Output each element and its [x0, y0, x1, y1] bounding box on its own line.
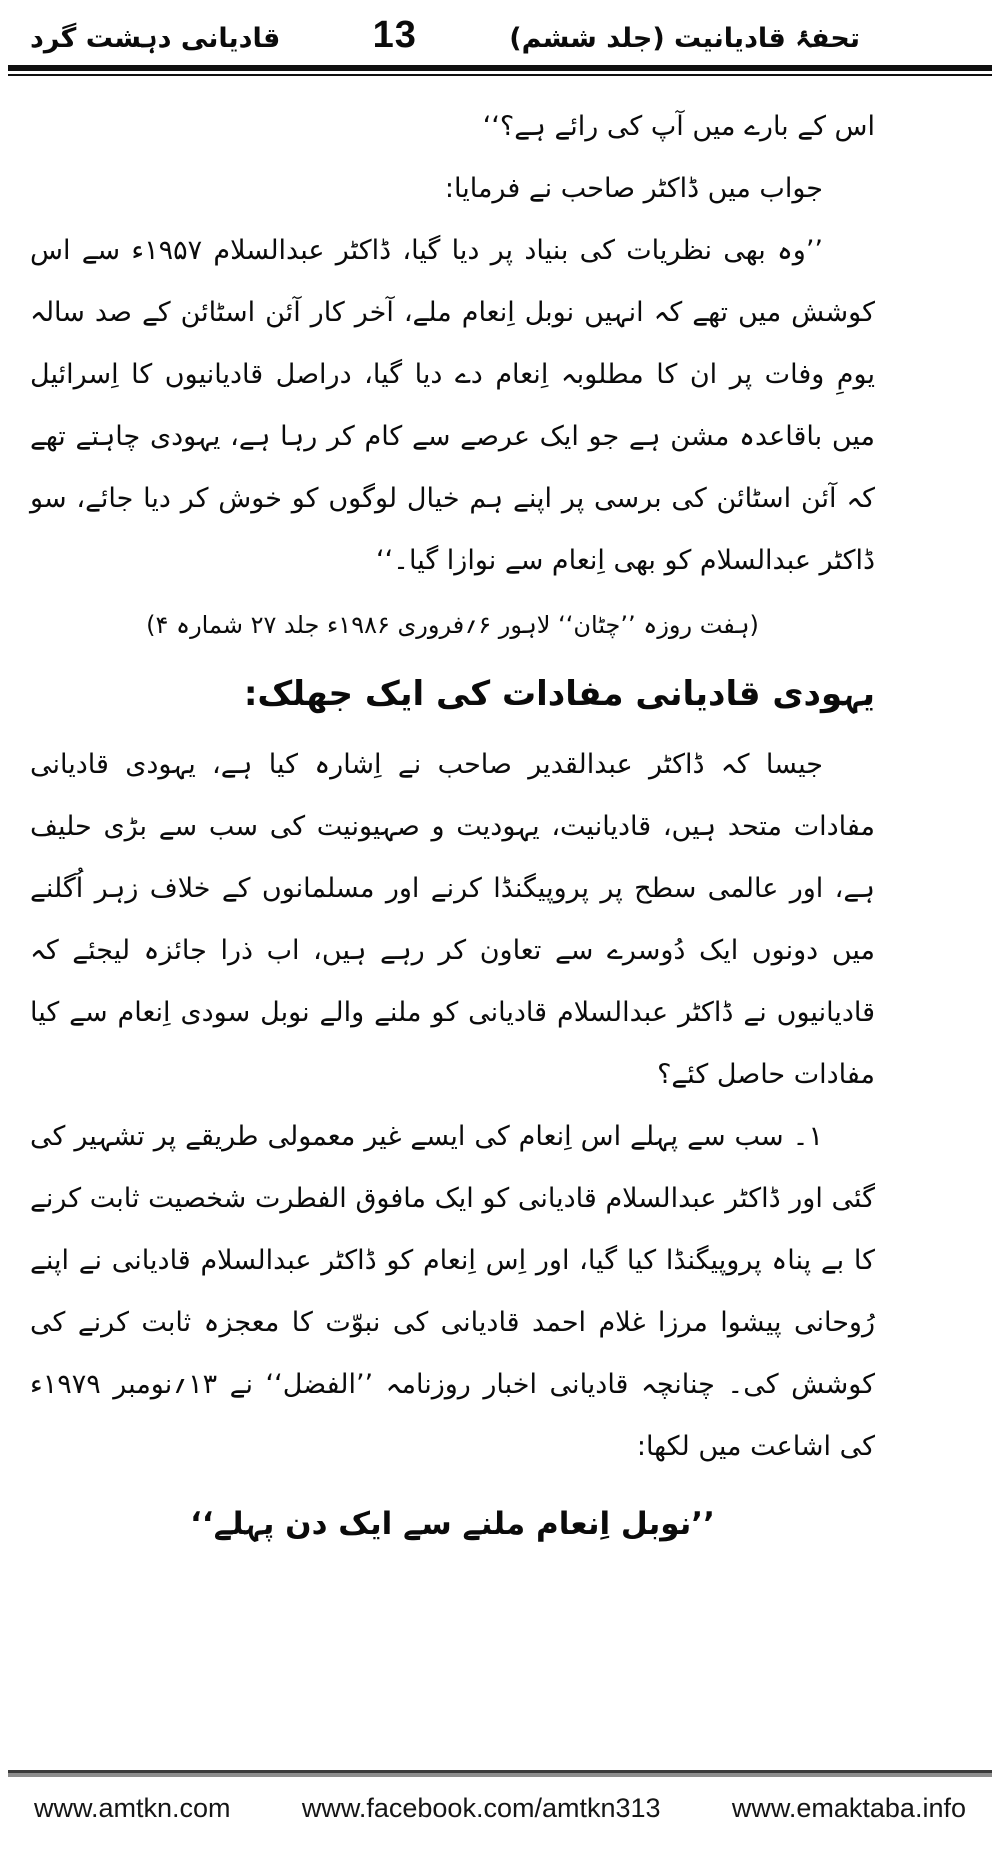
quotation-block: ’’وہ بھی نظریات کی بنیاد پر دیا گیا، ڈاکٹر عبدالسلام ۱۹۵۷ء سے اس کوشش میں تھے کہ انہیں نوبل اِنعام ملے، آخر کار آئن اسٹائن کے صد سالہ یومِ وفات پر ان کا مطلوبہ اِنعام دے دیا گیا، دراصل قادیانیوں کا اِسرائیل میں باقاعدہ مشن ہے جو ایک عرصے سے کام کر رہا ہے، یہودی چاہتے تھے کہ آئن اسٹائن کی برسی پر اپنے ہم خیال لوگوں کو خوش کر دیا جائے، سو ڈاکٹر عبدالسلام کو بھی اِنعام سے نوازا گیا۔‘‘: [30, 235, 875, 576]
page-number: 13: [372, 14, 417, 56]
paragraph: جیسا کہ ڈاکٹر عبدالقدیر صاحب نے اِشارہ کیا ہے، یہودی قادیانی مفادات متحد ہیں، قادیانیت، یہودیت و صہیونیت کی سب سے بڑی حلیف ہے، اور عالمی سطح پر پروپیگنڈا کرنے اور مسلمانوں کے خلاف زہر اُگلنے میں دونوں ایک دُوسرے سے تعاون کر رہے ہیں، اب ذرا جائزہ لیجئے کہ قادیانیوں نے ڈاکٹر عبدالسلام قادیانی کو ملنے والے نوبل سودی اِنعام سے کیا مفادات حاصل کئے؟: [30, 749, 875, 1090]
header-divider: [8, 65, 992, 76]
paragraph: جواب میں ڈاکٹر صاحب نے فرمایا:: [444, 173, 823, 204]
quoted-headline: ’’نوبل اِنعام ملنے سے ایک دن پہلے‘‘: [190, 1506, 715, 1542]
page-footer: [0, 1770, 1000, 1850]
book-title: تحفۂ قادیانیت (جلد ششم): [509, 23, 860, 54]
chapter-title: قادیانی دہشت گرد: [30, 23, 281, 54]
page-header: [0, 0, 1000, 63]
website-url: www.amtkn.com: [34, 1793, 231, 1823]
section-heading: یہودی قادیانی مفادات کی ایک جھلک:: [243, 674, 875, 714]
page-body: [0, 76, 1000, 1556]
footer-links-row: [0, 1777, 1000, 1850]
website-url: www.facebook.com/amtkn313: [301, 1793, 661, 1823]
reference-citation: (ہفت روزہ ’’چٹان‘‘ لاہور ۶؍فروری ۱۹۸۶ء جلد ۲۷ شمارہ ۴): [146, 611, 759, 639]
paragraph: ۱۔ سب سے پہلے اس اِنعام کی ایسے غیر معمولی طریقے پر تشہیر کی گئی اور ڈاکٹر عبدالسلام قادیانی کو ایک مافوق الفطرت شخصیت ثابت کرنے کا بے پناہ پروپیگنڈا کیا گیا، اور اِس اِنعام کو ڈاکٹر عبدالسلام قادیانی نے اپنے رُوحانی پیشوا مرزا غلام احمد قادیانی کی نبوّت کا معجزہ ثابت کرنے کی کوشش کی۔ چنانچہ قادیانی اخبار روزنامہ ’’الفضل‘‘ نے ۱۳؍نومبر ۱۹۷۹ء کی اشاعت میں لکھا:: [30, 1121, 876, 1462]
website-url: www.emaktaba.info: [731, 1793, 966, 1823]
footer-divider: [8, 1770, 992, 1777]
continuation-line: اس کے بارے میں آپ کی رائے ہے؟‘‘: [482, 111, 875, 142]
